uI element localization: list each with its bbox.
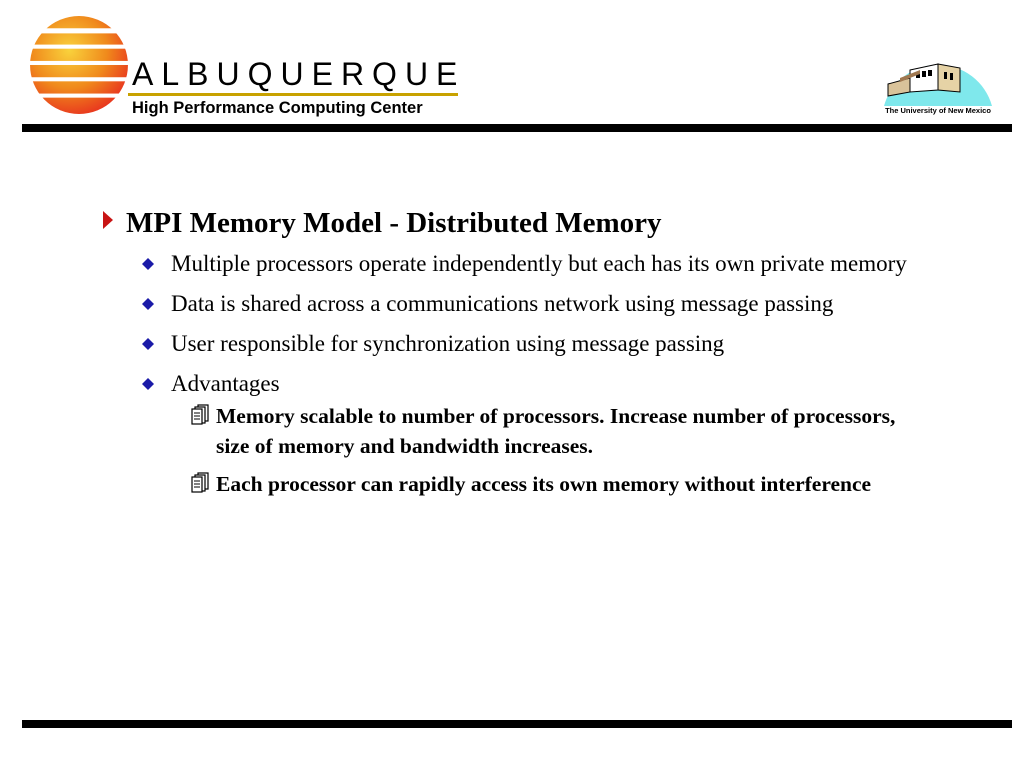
sub-bullet-text: Memory scalable to number of processors. Increase number of processors, size of memory and bandwidth increases. — [216, 404, 896, 458]
bullet-text: Data is shared across a communications network using message passing — [171, 291, 834, 316]
brand-title: ALBUQUERQUE — [132, 56, 466, 92]
bullet-text: Multiple processors operate independently but each has its own private memory — [171, 251, 907, 276]
slide-header — [0, 0, 1024, 135]
diamond-icon — [142, 338, 154, 350]
triangle-right-icon — [102, 210, 114, 230]
brand-subtitle: High Performance Computing Center — [132, 99, 423, 117]
bullet-text: User responsible for synchronization using message passing — [171, 331, 725, 356]
slide-body — [98, 205, 918, 507]
bullet-list — [126, 246, 918, 499]
list-item — [126, 326, 918, 361]
book-stack-icon — [190, 471, 212, 493]
university-caption: The University of New Mexico — [885, 106, 991, 115]
bullet-text: Advantages — [171, 371, 280, 396]
footer-divider — [22, 720, 1012, 728]
sub-bullet-text: Each processor can rapidly access its own memory without interference — [216, 472, 872, 496]
sub-list-item — [171, 469, 918, 499]
brand-underline — [128, 93, 458, 96]
diamond-icon — [142, 298, 154, 310]
sub-bullet-list — [171, 401, 918, 499]
sub-list-item — [171, 401, 918, 461]
list-item — [126, 246, 918, 281]
book-stack-icon — [190, 403, 212, 425]
list-item — [126, 366, 918, 499]
diamond-icon — [142, 258, 154, 270]
main-bullet — [98, 205, 918, 499]
sun-logo-icon — [28, 14, 130, 116]
diamond-icon — [142, 378, 154, 390]
list-item — [126, 286, 918, 321]
slide-title: MPI Memory Model - Distributed Memory — [126, 207, 662, 239]
header-divider — [22, 124, 1012, 132]
unm-logo-icon — [880, 34, 996, 106]
